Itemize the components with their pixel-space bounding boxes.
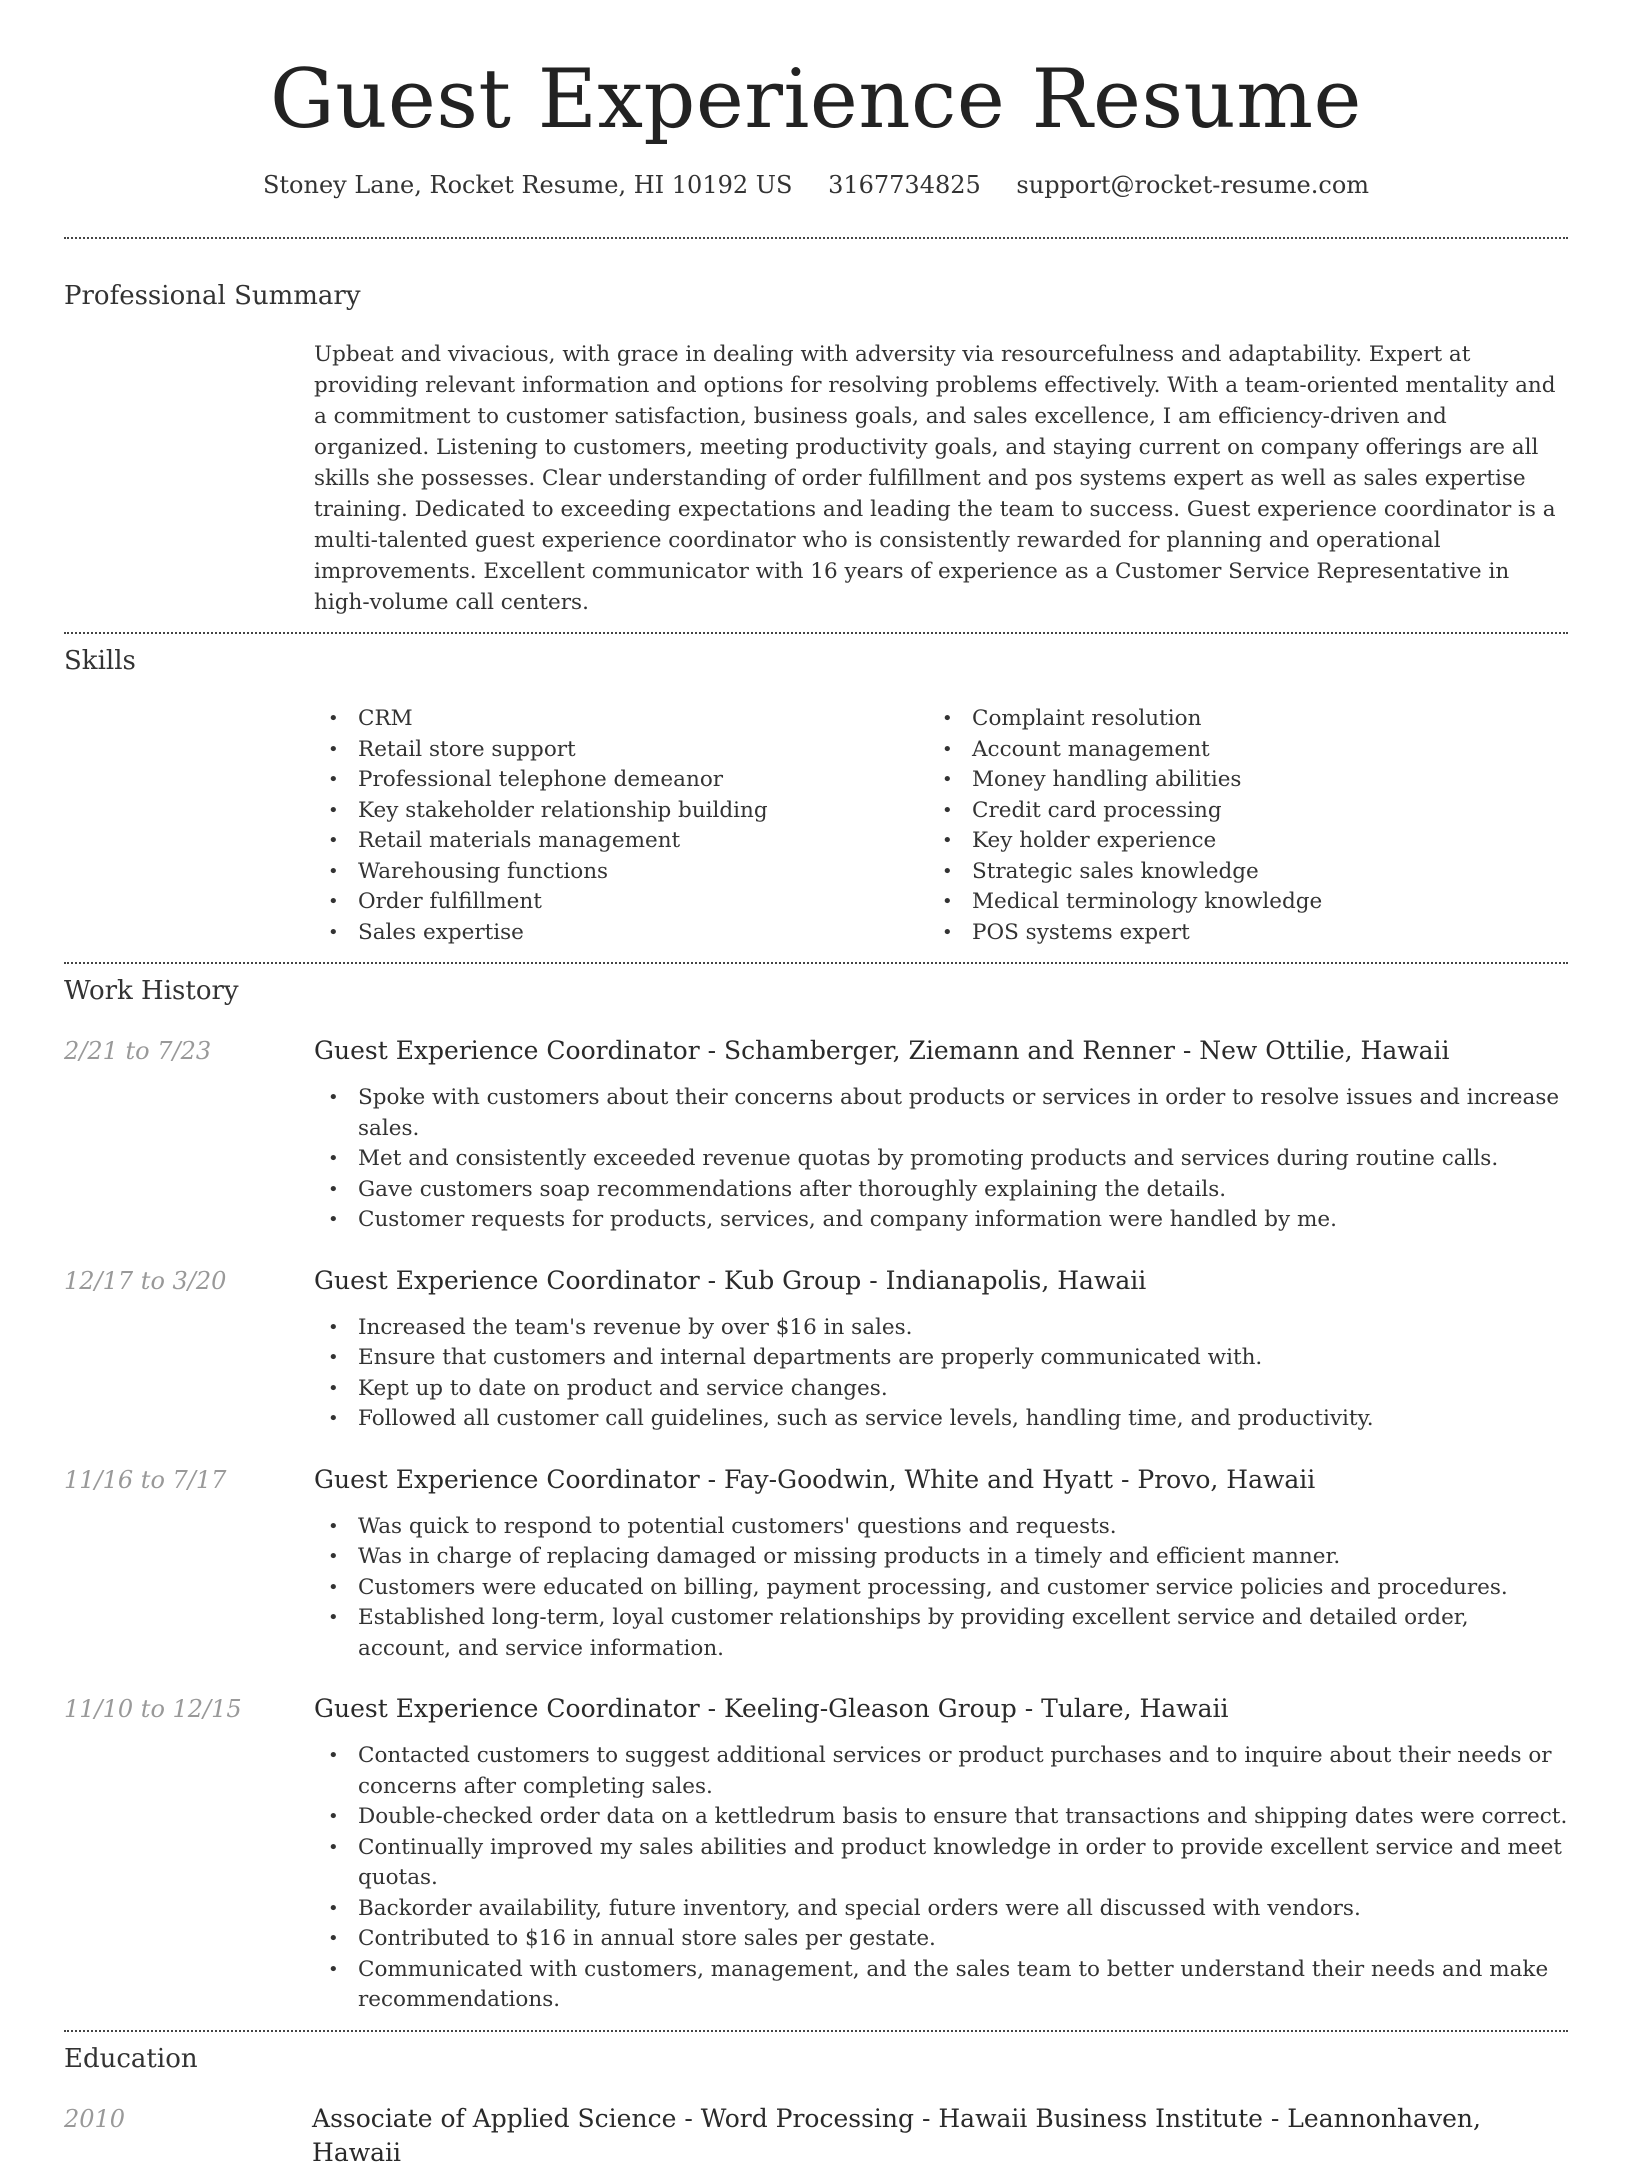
job-bullet: • Communicated with customers, management, and the sales team to better understand their needs and make recommendations. xyxy=(314,1955,1568,2016)
job-bullets xyxy=(314,1083,1568,1236)
skill-item: • Credit card processing xyxy=(928,796,1542,827)
education-entry xyxy=(64,2102,1568,2170)
skills-column-left xyxy=(314,704,928,948)
job-bullet: • Backorder availability, future inventory, and special orders were all discussed with vendors. xyxy=(314,1894,1568,1925)
skill-item: • Sales expertise xyxy=(314,918,928,949)
job-entry xyxy=(64,1264,1568,1435)
job-bullet: • Continually improved my sales abilities and product knowledge in order to provide excellent service and meet quotas. xyxy=(314,1833,1568,1894)
section-divider xyxy=(64,2030,1568,2032)
contact-address: Stoney Lane, Rocket Resume, HI 10192 US xyxy=(262,171,793,200)
job-bullets xyxy=(314,1313,1568,1435)
skills-column-right xyxy=(928,704,1542,948)
skill-item: • Money handling abilities xyxy=(928,765,1542,796)
skill-item: • Retail materials management xyxy=(314,826,928,857)
skills-heading: Skills xyxy=(64,646,136,677)
job-bullet: • Gave customers soap recommendations after thoroughly explaining the details. xyxy=(314,1175,1568,1206)
skill-item: • Key holder experience xyxy=(928,826,1542,857)
education-details: Associate of Applied Science - Word Processing - Hawaii Business Institute - Leannonhaven, Hawaii xyxy=(312,2103,1481,2167)
job-entry xyxy=(64,1034,1568,1236)
skill-item: • Professional telephone demeanor xyxy=(314,765,928,796)
work-history-heading: Work History xyxy=(64,976,239,1007)
skills-list xyxy=(314,704,1568,962)
skill-item: • Account management xyxy=(928,735,1542,766)
job-heading: Guest Experience Coordinator - Keeling-Gleason Group - Tulare, Hawaii xyxy=(314,1694,1229,1724)
skill-item: • Warehousing functions xyxy=(314,857,928,888)
job-details xyxy=(314,1463,1568,1665)
skill-item: • POS systems expert xyxy=(928,918,1542,949)
job-heading: Guest Experience Coordinator - Schamberger, Ziemann and Renner - New Ottilie, Hawaii xyxy=(314,1036,1450,1066)
contact-line xyxy=(64,171,1568,199)
job-details xyxy=(314,1264,1568,1435)
job-bullet: • Spoke with customers about their concerns about products or services in order to resolve issues and increase sales. xyxy=(314,1083,1568,1144)
job-bullets xyxy=(314,1741,1568,2016)
skill-item: • Order fulfillment xyxy=(314,887,928,918)
job-bullet: • Contributed to $16 in annual store sales per gestate. xyxy=(314,1924,1568,1955)
section-divider xyxy=(64,962,1568,964)
summary-heading: Professional Summary xyxy=(64,281,361,312)
section-divider xyxy=(64,632,1568,634)
job-bullet: • Contacted customers to suggest additional services or product purchases and to inquire about their needs or concerns after completing sales. xyxy=(314,1741,1568,1802)
job-bullet: • Kept up to date on product and service changes. xyxy=(314,1374,1568,1405)
job-entry xyxy=(64,1463,1568,1665)
job-dates: 11/16 to 7/17 xyxy=(64,1465,227,1494)
contact-phone: 3167734825 xyxy=(828,171,981,200)
job-dates: 11/10 to 12/15 xyxy=(64,1695,242,1724)
skill-item: • Complaint resolution xyxy=(928,704,1542,735)
job-bullet: • Customers were educated on billing, payment processing, and customer service policies and procedures. xyxy=(314,1573,1568,1604)
job-details xyxy=(314,1692,1568,2016)
job-bullets xyxy=(314,1512,1568,1665)
job-bullet: • Was quick to respond to potential customers' questions and requests. xyxy=(314,1512,1568,1543)
job-heading: Guest Experience Coordinator - Kub Group - Indianapolis, Hawaii xyxy=(314,1265,1147,1295)
job-bullet: • Increased the team's revenue by over $16 in sales. xyxy=(314,1313,1568,1344)
job-bullet: • Double-checked order data on a kettledrum basis to ensure that transactions and shipping dates were correct. xyxy=(314,1802,1568,1833)
job-details xyxy=(314,1034,1568,1236)
job-bullet: • Established long-term, loyal customer relationships by providing excellent service and detailed order, account, and service information. xyxy=(314,1603,1568,1664)
job-bullet: • Ensure that customers and internal departments are properly communicated with. xyxy=(314,1343,1568,1374)
job-bullet: • Met and consistently exceeded revenue quotas by promoting products and services during routine calls. xyxy=(314,1144,1568,1175)
skill-item: • Retail store support xyxy=(314,735,928,766)
section-divider xyxy=(64,237,1568,239)
job-bullet: • Customer requests for products, services, and company information were handled by me. xyxy=(314,1205,1568,1236)
contact-email: support@rocket-resume.com xyxy=(1016,171,1370,200)
summary-text: Upbeat and vivacious, with grace in dealing with adversity via resourcefulness and adaptability. Expert at providing relevant information and options for resolving problems effectively. With a team-oriented mentality and a commitment to customer satisfaction, business goals, and sales excellence, I am efficiency-driven and organized. Listening to customers, meeting productivity goals, and staying current on company offerings are all skills she possesses. Clear understanding of order fulfillment and pos systems expert as well as sales expertise training. Dedicated to exceeding expectations and leading the team to success. Guest experience coordinator is a multi-talented guest experience coordinator who is consistently rewarded for planning and operational improvements. Excellent communicator with 16 years of experience as a Customer Service Representative in high-volume call centers. xyxy=(314,342,1556,616)
job-bullet: • Followed all customer call guidelines, such as service levels, handling time, and productivity. xyxy=(314,1404,1568,1435)
education-heading: Education xyxy=(64,2043,198,2074)
skill-item: • CRM xyxy=(314,704,928,735)
job-dates: 2/21 to 7/23 xyxy=(64,1037,212,1066)
skill-item: • Strategic sales knowledge xyxy=(928,857,1542,888)
job-entry xyxy=(64,1692,1568,2016)
job-heading: Guest Experience Coordinator - Fay-Goodwin, White and Hyatt - Provo, Hawaii xyxy=(314,1464,1316,1494)
job-bullet: • Was in charge of replacing damaged or missing products in a timely and efficient manner. xyxy=(314,1542,1568,1573)
education-date: 2010 xyxy=(64,2104,126,2133)
job-dates: 12/17 to 3/20 xyxy=(64,1266,227,1295)
resume-title: Guest Experience Resume xyxy=(270,53,1362,147)
skill-item: • Key stakeholder relationship building xyxy=(314,796,928,827)
skill-item: • Medical terminology knowledge xyxy=(928,887,1542,918)
